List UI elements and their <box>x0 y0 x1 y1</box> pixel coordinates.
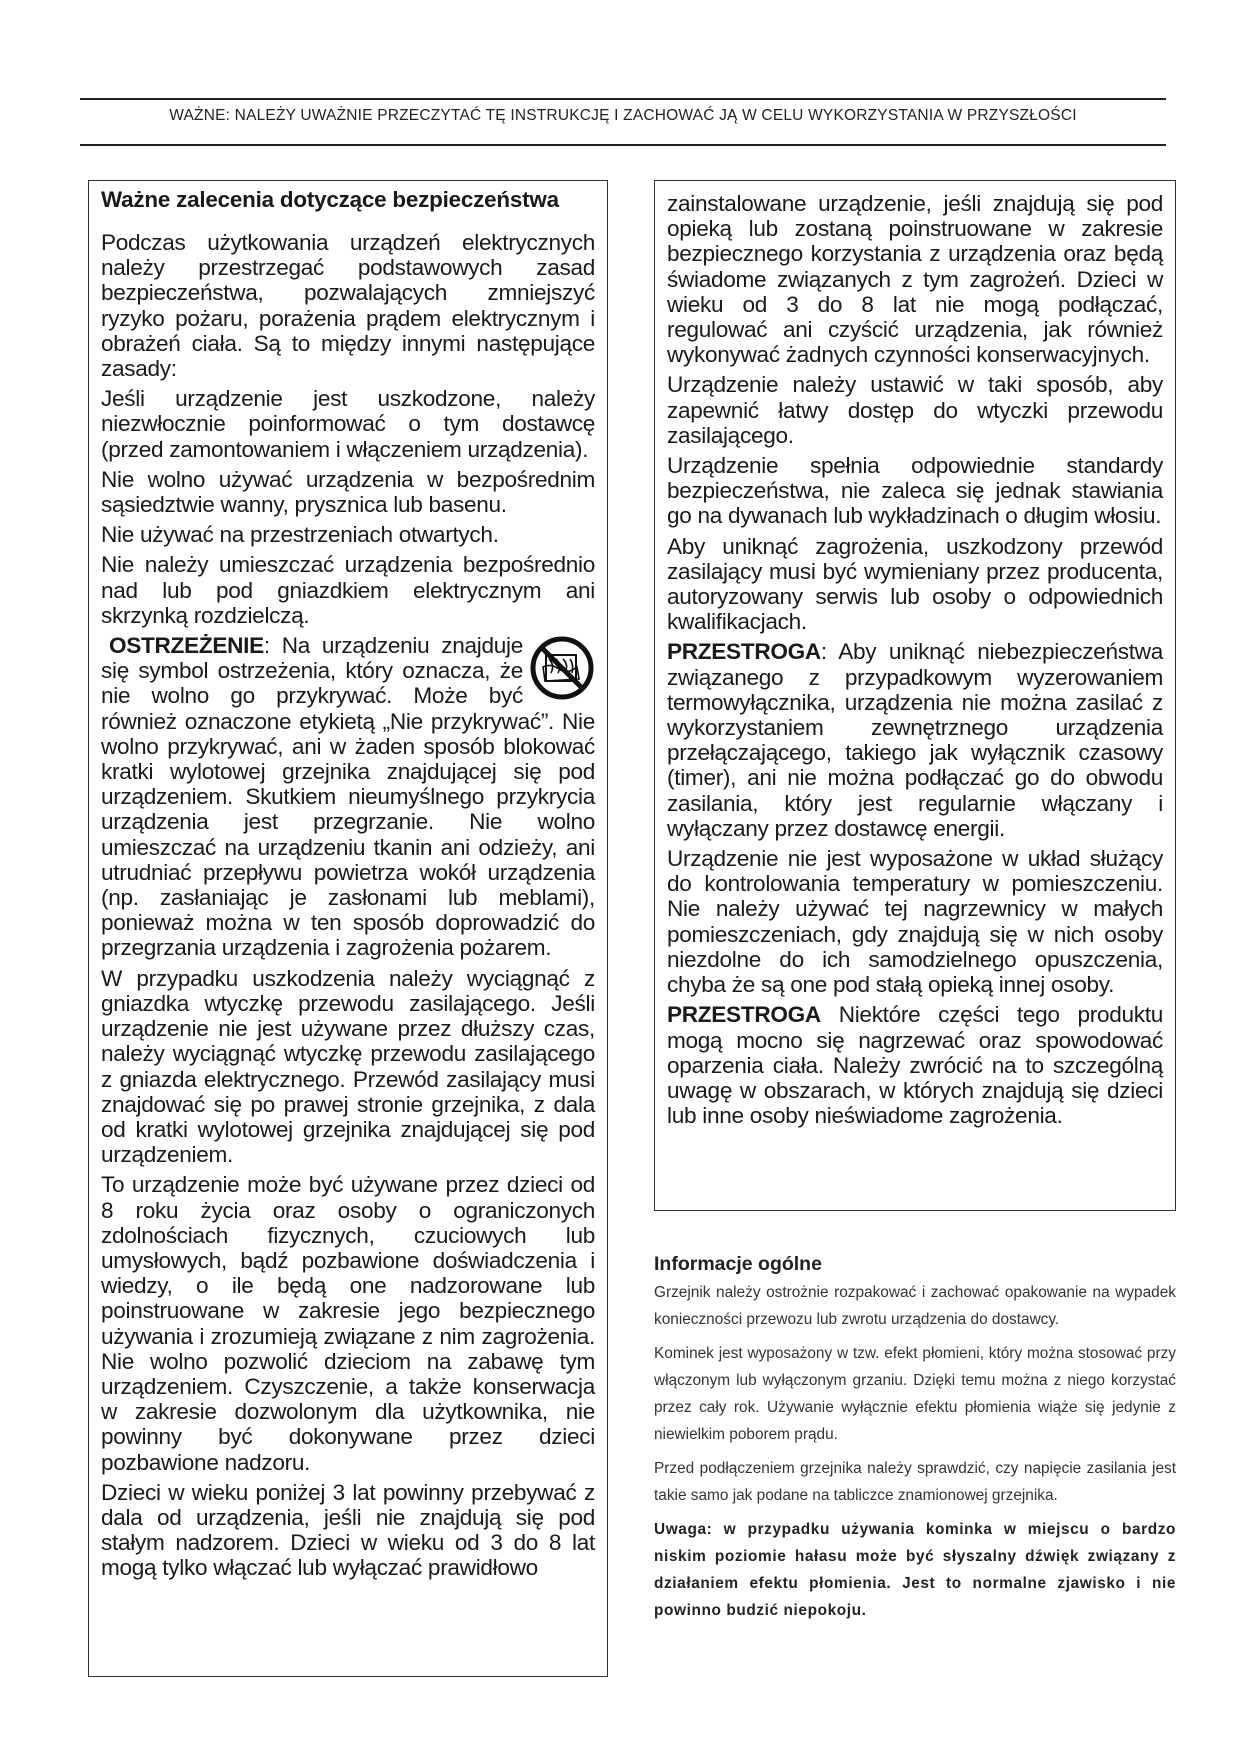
cont-caution-hot <box>667 1002 1163 1128</box>
safety-intro: Podczas użytkowania urządzeń elektrycznych należy przestrzegać podstawowych zasad bezpieczeństwa, pozwalających zmniejszyć ryzyko pożaru, porażenia prądem elektrycznym i obrażeń ciała. Są to między innymi następujące zasady: <box>101 230 595 382</box>
safety-continued-box <box>654 180 1176 1211</box>
cont-no-thermostat: Urządzenie nie jest wyposażone w układ służący do kontrolowania temperatury w pomieszczeniu. Nie należy używać tej nagrzewnicy w małych pomieszczeniach, gdy znajdują się w nich osoby niezdolne do ich samodzielnego opuszczenia, chyba że są one pod stałą opieką innej osoby. <box>667 846 1163 998</box>
cont-carpets: Urządzenie spełnia odpowiednie standardy bezpieczeństwa, nie zaleca się jednak stawiania go na dywanach lub wykładzinach o długim włosiu. <box>667 453 1163 529</box>
warning-text: : Na urządzeniu znajduje się symbol ostrzeżenia, który oznacza, że nie wolno go przykrywać. Może być również oznaczone etykietą „Nie przykrywać”. Nie wolno przykrywać, ani w żaden sposób blokować kratki wylotowej grzejnika znajdującej się pod urządzeniem. Skutkiem nieumyślnego przykrycia urządzenia jest przegrzanie. Nie wolno umieszczać na urządzeniu tkanin ani odzieży, ani utrudniać przepływu powietrza wokół urządzenia (np. zasłaniając je zasłonami lub meblami), ponieważ można w ten sposób doprowadzić do przegrzania urządzenia i zagrożenia pożarem. <box>101 633 595 961</box>
safety-outdoor: Nie używać na przestrzeniach otwartych. <box>101 522 499 548</box>
caution-text-1: : Aby uniknąć niebezpieczeństwa związanego z przypadkowym wyzerowaniem termowyłącznika, urządzenia nie można zasilać z wykorzystaniem zewnętrznego urządzenia przełączającego, takiego jak wyłącznik czasowy (timer), ani nie można podłączać go do obwodu zasilania, który jest regularnie włączany i wyłączany przez dostawcę energii. <box>667 639 1163 841</box>
safety-young-children: Dzieci w wieku poniżej 3 lat powinny przebywać z dala od urządzenia, jeśli nie znajdują się pod stałym nadzorem. Dzieci w wieku od 3 do 8 lat mogą tylko włączać lub wyłączać prawidłowo <box>101 1479 595 1581</box>
safety-children: To urządzenie może być używane przez dzieci od 8 roku życia oraz osoby o ograniczonych zdolnościach fizycznych, czuciowych lub umysłowych, bądź pozbawione doświadczenia i wiedzy, o ile będą one nadzorowane lub poinstruowane w zakresie jego bezpiecznego używania i zrozumieją związane z nim zagrożenia. Nie wolno pozwolić dzieciom na zabawę tym urządzeniem. Czyszczenie, a także konserwacja w zakresie dozwolonym dla użytkownika, nie powinny być dokonywane przez dzieci pozbawione nadzoru. <box>101 1172 595 1475</box>
header-bottom-rule <box>80 144 1166 146</box>
warning-label: OSTRZEŻENIE <box>109 633 264 659</box>
general-title: Informacje ogólne <box>654 1253 822 1275</box>
do-not-cover-icon <box>529 635 595 701</box>
general-info-section <box>654 1253 1176 1631</box>
caution-text-2: Niektóre części tego produktu mogą mocno się nagrzewać oraz spowodować oparzenia ciała. Należy zwrócić na to szczególną uwagę w obszarach, w których znajdują się dzieci lub inne osoby nieświadome zagrożenia. <box>667 1002 1163 1129</box>
safety-bathroom: Nie wolno używać urządzenia w bezpośrednim sąsiedztwie wanny, prysznica lub basenu. <box>101 466 595 518</box>
cont-caution-timer <box>667 639 1163 841</box>
caution-label-2: PRZESTROGA <box>667 1002 821 1028</box>
general-flame: Kominek jest wyposażony w tzw. efekt płomieni, który można stosować przy włączonym lub wyłączonym grzaniu. Dzięki temu można z niego korzystać przez cały rok. Używanie wyłącznie efektu płomienia wiąże się jedynie z niewielkim poborem prądu. <box>654 1345 1176 1443</box>
general-note: Uwaga: w przypadku używania kominka w miejscu o bardzo niskim poziomie hałasu może być słyszalny dźwięk związany z działaniem efektu płomienia. Jest to normalne zjawisko i nie powinno budzić niepokoju. <box>654 1521 1176 1619</box>
cont-cord-replace: Aby uniknąć zagrożenia, uszkodzony przewód zasilający musi być wymieniany przez producenta, autoryzowany serwis lub osoby o odpowiednich kwalifikacjach. <box>667 533 1163 635</box>
safety-title: Ważne zalecenia dotyczące bezpieczeństwa <box>101 187 559 212</box>
safety-socket: Nie należy umieszczać urządzenia bezpośrednio nad lub pod gniazdkiem elektrycznym ani skrzynką rozdzielczą. <box>101 552 595 628</box>
general-voltage: Przed podłączeniem grzejnika należy sprawdzić, czy napięcie zasilania jest takie samo jak podane na tabliczce znamionowej grzejnika. <box>654 1460 1176 1504</box>
safety-warning <box>101 633 595 961</box>
cont-plug-access: Urządzenie należy ustawić w taki sposób, aby zapewnić łatwy dostęp do wtyczki przewodu zasilającego. <box>667 372 1163 448</box>
caution-label-1: PRZESTROGA <box>667 639 821 665</box>
cont-installed: zainstalowane urządzenie, jeśli znajdują się pod opieką lub zostaną poinstruowane w zakresie bezpiecznego korzystania z urządzenia oraz będą świadome związanych z tym zagrożeń. Dzieci w wieku od 3 do 8 lat nie mogą podłączać, regulować ani czyścić urządzenia, jak również wykonywać żadnych czynności konserwacyjnych. <box>667 191 1163 368</box>
general-unpack: Grzejnik należy ostrożnie rozpakować i zachować opakowanie na wypadek konieczności przewozu lub zwrotu urządzenia do dostawcy. <box>654 1284 1176 1328</box>
safety-box <box>88 180 608 1677</box>
safety-damaged: Jeśli urządzenie jest uszkodzone, należy niezwłocznie poinformować o tym dostawcę (przed zamontowaniem i włączeniem urządzenia). <box>101 386 595 462</box>
header-top-rule <box>80 98 1166 100</box>
header-notice: WAŻNE: NALEŻY UWAŻNIE PRZECZYTAĆ TĘ INSTRUKCJĘ I ZACHOWAĆ JĄ W CELU WYKORZYSTANIA W PRZYSZŁOŚCI <box>169 107 1077 124</box>
safety-unplug: W przypadku uszkodzenia należy wyciągnąć z gniazdka wtyczkę przewodu zasilającego. Jeśli urządzenie nie jest używane przez dłuższy czas, należy wyciągnąć wtyczkę przewodu zasilającego z gniazda elektrycznego. Przewód zasilający musi znajdować się po prawej stronie grzejnika, z dala od kratki wylotowej grzejnika znajdującej się pod urządzeniem. <box>101 965 595 1168</box>
